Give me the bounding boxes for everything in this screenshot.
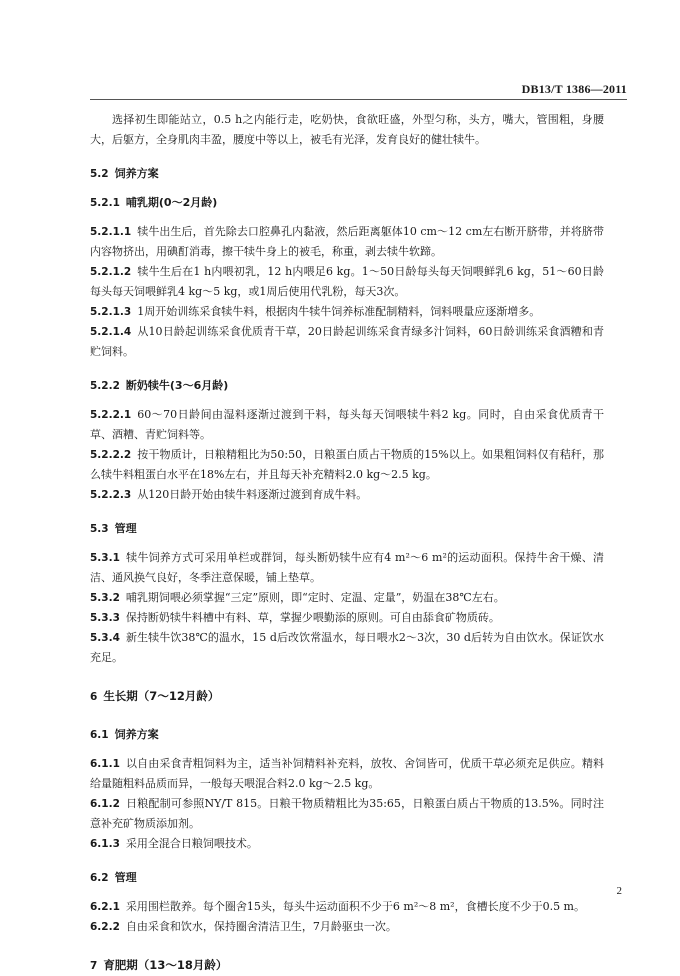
clause-5-2-1-2: 5.2.1.2 犊牛生后在1 h内喂初乳，12 h内喂足6 kg。1～50日龄每头每天饲喂鲜乳6 kg，51～60日龄每头每天饲喂鲜乳4 kg～5 kg，或1周后使用代乳粉，每天3次。 [90,265,604,298]
clause-5-2-2-3: 5.2.2.3 从120日龄开始由犊牛料逐渐过渡到育成牛料。 [90,488,368,501]
intro-paragraph: 选择初生即能站立，0.5 h之内能行走，吃奶快，食欲旺盛，外型匀称，头方，嘴大，管围粗，身腰大，后躯方，全身肌肉丰盈，腰度中等以上，被毛有光泽，发育良好的健壮犊牛。 [90,113,604,146]
heading-5-2-1: 5.2.1 哺乳期(0～2月龄) [90,196,218,209]
clause-5-2-2-1: 5.2.2.1 60～70日龄间由湿料逐渐过渡到干料，每头每天饲喂犊牛料2 kg。同时，自由采食优质青干草、酒糟、青贮饲料等。 [90,408,604,441]
clause-6-1-3: 6.1.3 采用全混合日粮饲喂技术。 [90,837,258,850]
clause-5-2-2-2: 5.2.2.2 按干物质计，日粮精粗比为50:50，日粮蛋白质占干物质的15%以上。如果粗饲料仅有秸秆，那么犊牛料粗蛋白水平在18%左右，并且每天补充精料2.0 kg～2.5 kg。 [90,448,604,481]
clause-5-3-2: 5.3.2 哺乳期饲喂必须掌握“三定”原则，即“定时、定温、定量”，奶温在38℃左右。 [90,591,505,604]
page-number: 2 [616,885,622,897]
heading-6: 6 生长期（7～12月龄） [90,689,220,703]
clause-6-1-1: 6.1.1 以自由采食青粗饲料为主，适当补饲精料补充料，放牧、舍饲皆可，优质干草必须充足供应。精料给量随粗料品质而异，一般每天喂混合料2.0 kg～2.5 kg。 [90,757,604,790]
clause-5-2-1-4: 5.2.1.4 从10日龄起训练采食优质青干草，20日龄起训练采食青绿多汁饲料，60日龄训练采食酒糟和青贮饲料。 [90,325,604,358]
heading-6-2: 6.2 管理 [90,871,137,884]
heading-5-3: 5.3 管理 [90,522,137,535]
heading-6-1: 6.1 饲养方案 [90,728,159,741]
clause-5-2-1-3: 5.2.1.3 1周开始训练采食犊牛料，根据肉牛犊牛饲养标准配制精料，饲料喂量应逐渐增多。 [90,305,541,318]
heading-5-2-2: 5.2.2 断奶犊牛(3～6月龄) [90,379,229,392]
standard-code: DB13/T 1386—2011 [521,82,627,96]
clause-5-3-1: 5.3.1 犊牛饲养方式可采用单栏或群饲，每头断奶犊牛应有4 m²～6 m²的运动面积。保持牛舍干燥、清洁、通风换气良好，冬季注意保暖，铺上垫草。 [90,551,604,584]
document-body [90,110,604,976]
clause-6-2-2: 6.2.2 自由采食和饮水，保持圈舍清洁卫生，7月龄驱虫一次。 [90,920,397,933]
header-rule [90,99,627,100]
heading-5-2: 5.2 饲养方案 [90,167,159,180]
clause-6-2-1: 6.2.1 采用围栏散养。每个圈舍15头，每头牛运动面积不少于6 m²～8 m²，食槽长度不少于0.5 m。 [90,900,585,913]
clause-6-1-2: 6.1.2 日粮配制可参照NY/T 815。日粮干物质精粗比为35:65，日粮蛋白质占干物质的13.5%。同时注意补充矿物质添加剂。 [90,797,604,830]
heading-7: 7 育肥期（13～18月龄） [90,958,228,972]
clause-5-3-4: 5.3.4 新生犊牛饮38℃的温水，15 d后改饮常温水，每日喂水2～3次，30 d后转为自由饮水。保证饮水充足。 [90,631,604,664]
clause-5-3-3: 5.3.3 保持断奶犊牛料槽中有料、草，掌握少喂勤添的原则。可自由舔食矿物质砖。 [90,611,500,624]
clause-5-2-1-1: 5.2.1.1 犊牛出生后，首先除去口腔鼻孔内黏液，然后距离躯体10 cm～12 cm左右断开脐带，并将脐带内容物挤出，用碘酊消毒，擦干犊牛身上的被毛，称重，剥去犊牛软蹄。 [90,225,604,258]
